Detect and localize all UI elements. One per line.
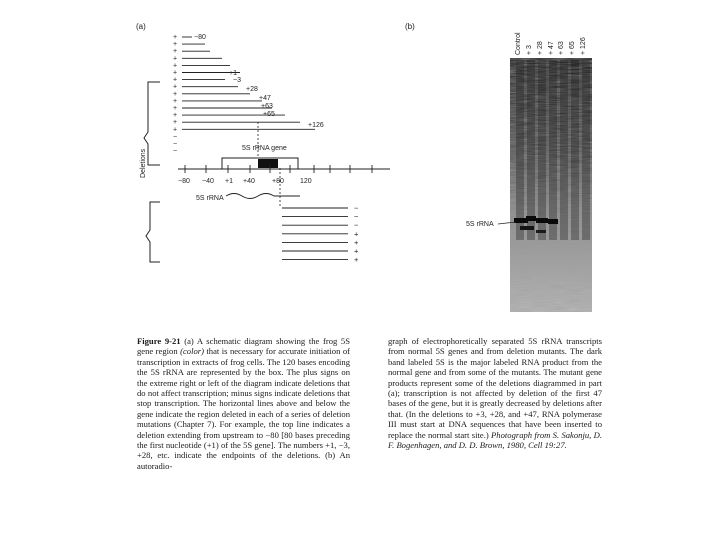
lane-streak-6 — [582, 60, 590, 240]
lane-label-4: + 63 — [558, 41, 565, 55]
endpoint-label-2: −3 — [233, 77, 241, 84]
lane-streak-2 — [538, 60, 546, 240]
lane-label-5: + 65 — [569, 41, 576, 55]
endpoint-label-7: +126 — [308, 122, 324, 129]
sign-top-3: + — [173, 55, 178, 63]
sign-top-1: + — [173, 41, 178, 49]
band-5s-0 — [514, 218, 528, 223]
sign-top-0: + — [173, 34, 178, 41]
lane-streak-5 — [571, 60, 579, 240]
lane-label-1: + 3 — [526, 45, 533, 55]
endpoint-label-5: +63 — [261, 103, 273, 110]
caption-left-italic: (color) — [180, 346, 204, 357]
caption-right — [388, 336, 602, 450]
sign-top-12: + — [173, 119, 178, 127]
sign-top-8: + — [173, 90, 178, 98]
sign-bottom-3: + — [354, 229, 359, 239]
sign-top-14: − — [173, 133, 178, 141]
lane-labels — [515, 32, 587, 55]
caption-left — [137, 336, 350, 471]
sign-bottom-5: + — [354, 246, 359, 256]
band-lower-0 — [520, 226, 534, 230]
caption-left-text1: (a) A schematic diagram showing the frog 5S gene region — [137, 336, 350, 357]
sign-bottom-6: + — [354, 255, 359, 265]
lane-label-2: + 28 — [537, 41, 544, 55]
sign-top-2: + — [173, 48, 178, 56]
endpoint-label-3: +28 — [246, 86, 258, 93]
gel-lane-streaks — [516, 60, 590, 240]
sign-bottom-4: + — [354, 237, 359, 247]
endpoint-label-0: −80 — [194, 34, 206, 41]
axis-label-5: 120 — [300, 178, 312, 185]
sign-bottom-1: − — [354, 212, 359, 222]
lane-label-0: Control — [515, 32, 522, 55]
sign-top-10: + — [173, 105, 178, 112]
panel-a-label: (a) — [136, 22, 146, 31]
axis-label-1: −40 — [202, 178, 214, 185]
sign-bottom-2: − — [354, 220, 359, 230]
sign-top-5: + — [173, 69, 178, 77]
band-lower-1 — [536, 230, 546, 233]
endpoint-label-1: +1 — [229, 70, 237, 77]
axis-label-2: +1 — [225, 178, 233, 185]
endpoint-label-4: +47 — [259, 95, 271, 102]
deletions-axis-label: Deletions — [140, 148, 147, 178]
band-5s-1 — [526, 216, 536, 221]
sign-top-16: − — [173, 147, 178, 155]
axis-label-0: −80 — [178, 178, 190, 185]
figure-number: Figure 9-21 — [137, 336, 181, 346]
axis-label-3: +40 — [243, 178, 255, 185]
endpoint-label-6: +65 — [263, 111, 275, 118]
sign-top-11: + — [173, 112, 178, 120]
sign-top-13: + — [173, 126, 178, 134]
lane-streak-0 — [516, 60, 524, 240]
transcript-label: 5S rRNA — [196, 195, 224, 202]
sign-bottom-0: − — [354, 203, 359, 213]
sign-top-6: + — [173, 76, 178, 84]
panel-b-label: (b) — [405, 22, 415, 31]
lane-streak-4 — [560, 60, 568, 240]
gene-label: 5S rRNA gene — [242, 145, 287, 152]
caption-right-text1: graph of electrophoretically separated 5S rRNA transcripts from normal 5S genes and from deletion mutants. The dark band labeled 5S is the major labeled RNA product from the normal gene and from some of the mutants. The mutant gene products represent some of the deletions diagrammed in part (a); transcription is not affected by deletion of the first 47 bases of the gene, but it is greatly decreased by deletions after that. (In the deletions to +3, +28, and +47, RNA polymerase III must start at DNA sequences that have been inserted to replace the normal start site.) — [388, 336, 602, 440]
lane-label-3: + 47 — [548, 41, 555, 55]
lane-streak-1 — [527, 60, 535, 240]
band-5s-2 — [536, 218, 548, 223]
sign-top-9: + — [173, 97, 178, 105]
gel-band-label: 5S rRNA — [466, 221, 494, 228]
caption-left-text2: that is necessary for accurate initiation of transcription in extracts of frog cells. The 120 bases encoding the 5S rRNA are represented by the box. The plus signs on the extreme right or left of the diagram indicate deletions that do not affect transcription; minus signs indicate deletions that stop transcription. The horizontal lines above and below the gene indicate the region deleted in each of a series of deletion mutations (Chapter 7). For example, the top line indicates a deletion extending from upstream to −80 [80 bases preceding the first nucleotide (+1) of the 5S gene]. The numbers +1, −3, +28, etc. indicate the endpoints of the deletions. (b) An autoradio- — [137, 346, 350, 471]
sign-top-7: + — [173, 83, 178, 91]
lane-label-6: + 126 — [580, 37, 587, 55]
axis-label-4: +80 — [272, 178, 284, 185]
caption-right-italic: Photograph from S. Sakonju, D. F. Bogenhagen, and D. D. Brown, 1980, Cell 19:27. — [388, 429, 602, 451]
sign-top-15: − — [173, 140, 178, 148]
band-5s-3 — [548, 219, 558, 224]
sign-top-4: + — [173, 62, 178, 70]
lane-streak-3 — [549, 60, 557, 240]
